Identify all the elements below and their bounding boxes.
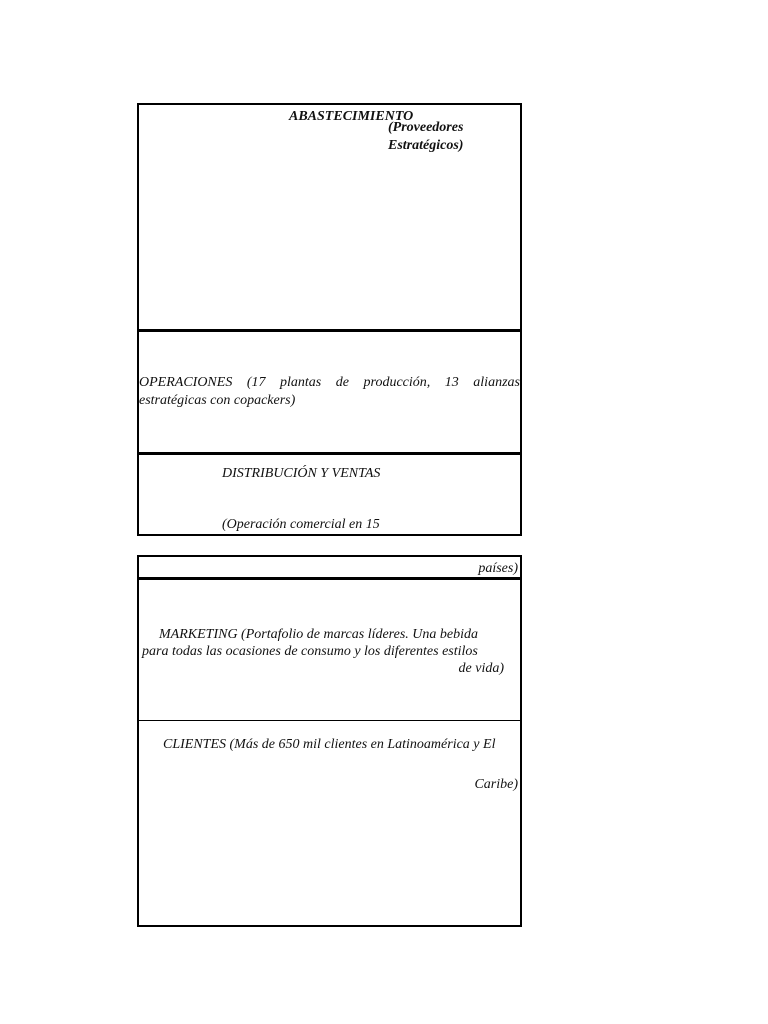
- paises-strip: [139, 557, 520, 578]
- clientes-line2: Caribe): [474, 777, 518, 792]
- operaciones-word: alianzas: [473, 375, 520, 390]
- operaciones-word: de: [335, 375, 349, 390]
- distribucion-section: [139, 452, 520, 534]
- operaciones-word: (17: [246, 375, 266, 390]
- clientes-section: [139, 720, 520, 925]
- marketing-line2: para todas las ocasiones de consumo y los diferentes estilos: [142, 644, 478, 659]
- abastecimiento-subtitle-line1: (Proveedores: [388, 120, 464, 135]
- chain-box-upper: [137, 103, 522, 536]
- operaciones-line1: [139, 374, 520, 391]
- operaciones-word: producción,: [363, 375, 431, 390]
- operaciones-section: [139, 329, 520, 453]
- operaciones-line2: estratégicas con copackers): [139, 393, 296, 408]
- clientes-line1: CLIENTES (Más de 650 mil clientes en Latinoamérica y El: [163, 737, 496, 752]
- distribucion-subtitle: (Operación comercial en 15: [222, 517, 380, 532]
- paises-text: países): [478, 561, 518, 576]
- distribucion-title: DISTRIBUCIÓN Y VENTAS: [222, 466, 381, 481]
- marketing-line3: de vida): [458, 661, 504, 676]
- marketing-line1: MARKETING (Portafolio de marcas líderes. Una bebida: [159, 627, 478, 642]
- operaciones-word: OPERACIONES: [139, 375, 233, 390]
- operaciones-word: plantas: [280, 375, 322, 390]
- operaciones-word: 13: [444, 375, 459, 390]
- chain-box-lower: [137, 555, 522, 927]
- abastecimiento-subtitle-line2: Estratégicos): [388, 138, 464, 153]
- marketing-section: [139, 577, 520, 720]
- abastecimiento-title: ABASTECIMIENTO: [289, 109, 414, 124]
